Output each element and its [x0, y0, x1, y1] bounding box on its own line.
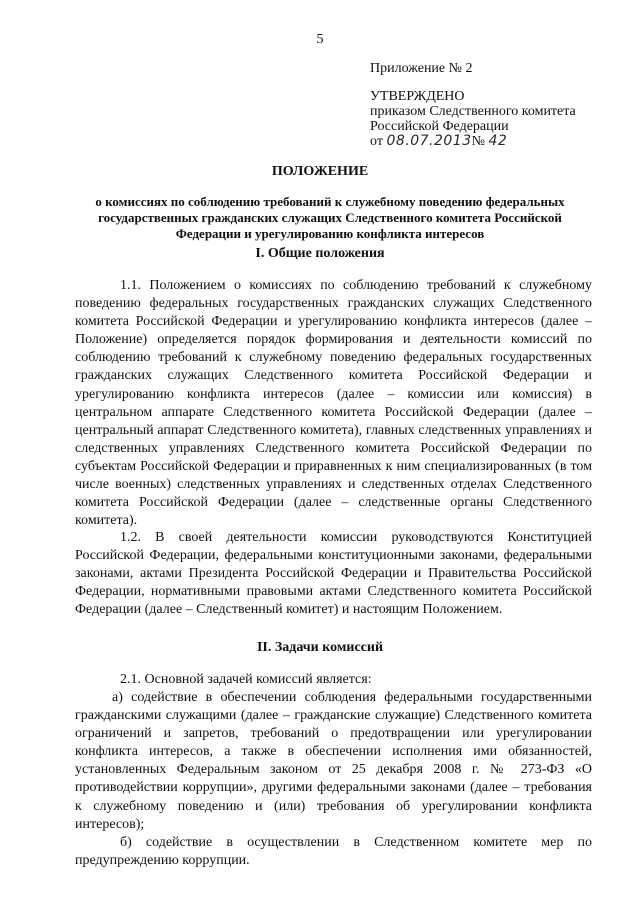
section-2-heading: II. Задачи комиссий [256, 640, 384, 655]
handwritten-date: 08.07.2013 [386, 133, 472, 149]
document-subtitle: о комиссиях по соблюдению требований к служебному поведению федеральных государственных гражданских служащих Следственного комитета Российской Федерации и урегулированию конфликта интересов [95, 194, 565, 241]
paragraph-1-2: 1.2. В своей деятельности комиссии руководствуются Конституцией Российской Федерации, федеральными конституционными законами, федеральными законами, актами Президента Российской Федерации и Правительства Российской Федерации, нормативными правовыми актами Следственного комитета Российской Федерации (далее – Следственный комитет) и настоящим Положением. [75, 530, 592, 618]
approval-date-line [370, 134, 630, 149]
document-title: ПОЛОЖЕНИЕ [271, 164, 369, 179]
approval-org-line: Российской Федерации [370, 119, 509, 134]
number-prefix: № [471, 134, 485, 149]
approval-order-line: приказом Следственного комитета [370, 104, 576, 119]
approved-label: УТВЕРЖДЕНО [370, 89, 465, 104]
page-number: 5 [316, 32, 324, 47]
paragraph-2-1-a: а) содействие в обеспечении соблюдения федеральными государственными гражданскими служащими (далее – гражданские служащие) Следственного комитета ограничений и запретов, требований о предотвращении или урегулировании конфликта интересов, а также в обеспечении исполнения ими обязанностей, установленных Федеральным законом от 25 декабря 2008 г. № 273-ФЗ «О противодействии коррупции», другими федеральными законами (далее – требования к служебному поведению и (или) требования об урегулировании конфликта интересов); [75, 690, 592, 832]
section-1-heading: I. Общие положения [255, 246, 385, 261]
paragraph-2-1-b: б) содействие в осуществлении в Следственном комитете мер по предупреждению коррупции. [75, 835, 592, 869]
paragraph-1-1: 1.1. Положением о комиссиях по соблюдению требований к служебному поведению федеральных государственных гражданских служащих Следственного комитета Российской Федерации и урегулированию конфликта интересов (далее – Положение) определяется порядок формирования и деятельности комиссий по соблюдению требований к служебному поведению федеральных государственных гражданских служащих Следственного комитета Российской Федерации и урегулированию конфликта интересов (далее – комиссии или комиссия) в центральном аппарате Следственного комитета Российской Федерации (далее – центральный аппарат Следственного комитета), главных следственных управлениях и следственных управлениях Следственного комитета Российской Федерации по субъектам Российской Федерации и приравненных к ним специализированных (в том числе военных) следственных управлениях и следственных отделах Следственного комитета Российской Федерации (далее – следственные органы Следственного комитета). [75, 278, 592, 529]
paragraph-2-1: 2.1. Основной задачей комиссий является: [120, 672, 372, 687]
handwritten-number: 42 [488, 133, 508, 149]
date-prefix: от [370, 134, 383, 149]
appendix-label: Приложение № 2 [370, 61, 473, 76]
approval-block [370, 61, 630, 149]
